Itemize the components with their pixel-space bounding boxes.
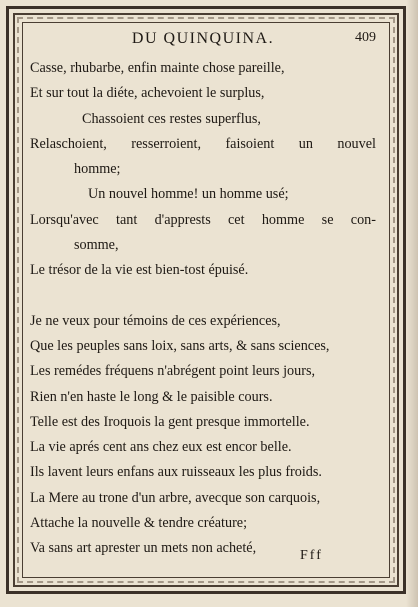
signature-mark: Fff bbox=[300, 548, 323, 563]
running-header bbox=[30, 30, 376, 52]
running-title: DU QUINQUINA. bbox=[131, 30, 275, 47]
verse-line: La vie aprés cent ans chez eux est encor belle. bbox=[30, 439, 292, 456]
stanza-gap bbox=[30, 284, 376, 309]
verse-line: Telle est des Iroquois la gent presque immortelle. bbox=[30, 413, 310, 430]
verse-line: Rien n'en haste le long & le paisible cours. bbox=[30, 388, 273, 405]
verse-line: Un nouvel homme! un homme usé; bbox=[88, 186, 289, 203]
verse-line: Attache la nouvelle & tendre créature; bbox=[30, 515, 248, 532]
verse-line: homme; bbox=[74, 161, 121, 178]
verse-line: Que les peuples sans loix, sans arts, & sans sciences, bbox=[30, 337, 330, 354]
verse-line: Le trésor de la vie est bien-tost épuisé. bbox=[30, 262, 249, 279]
verse-line: Lorsqu'avec tant d'apprests cet homme se con- bbox=[30, 211, 376, 228]
verse-line: somme, bbox=[74, 237, 119, 254]
verse-line: Ils lavent leurs enfans aux ruisseaux les plus froids. bbox=[30, 464, 322, 481]
verse-line: Et sur tout la diéte, achevoient le surplus, bbox=[30, 85, 265, 102]
verse-line: La Mere au trone d'un arbre, avecque son carquois, bbox=[30, 489, 321, 506]
poem-text bbox=[30, 56, 376, 562]
verse-line: Va sans art aprester un mets non acheté, bbox=[30, 540, 257, 557]
page-edge-shadow bbox=[406, 0, 418, 607]
verse-line: Relaschoient, resserroient, faisoient un nouvel bbox=[30, 135, 376, 152]
verse-line: Les remédes fréquens n'abrégent point leurs jours, bbox=[30, 363, 316, 380]
verse-line: Casse, rhubarbe, enfin mainte chose pareille, bbox=[30, 60, 285, 76]
page-number: 409 bbox=[355, 30, 376, 45]
verse-line: Chassoient ces restes superflus, bbox=[82, 110, 261, 127]
verse-line: Je ne veux pour témoins de ces expériences, bbox=[30, 312, 281, 329]
